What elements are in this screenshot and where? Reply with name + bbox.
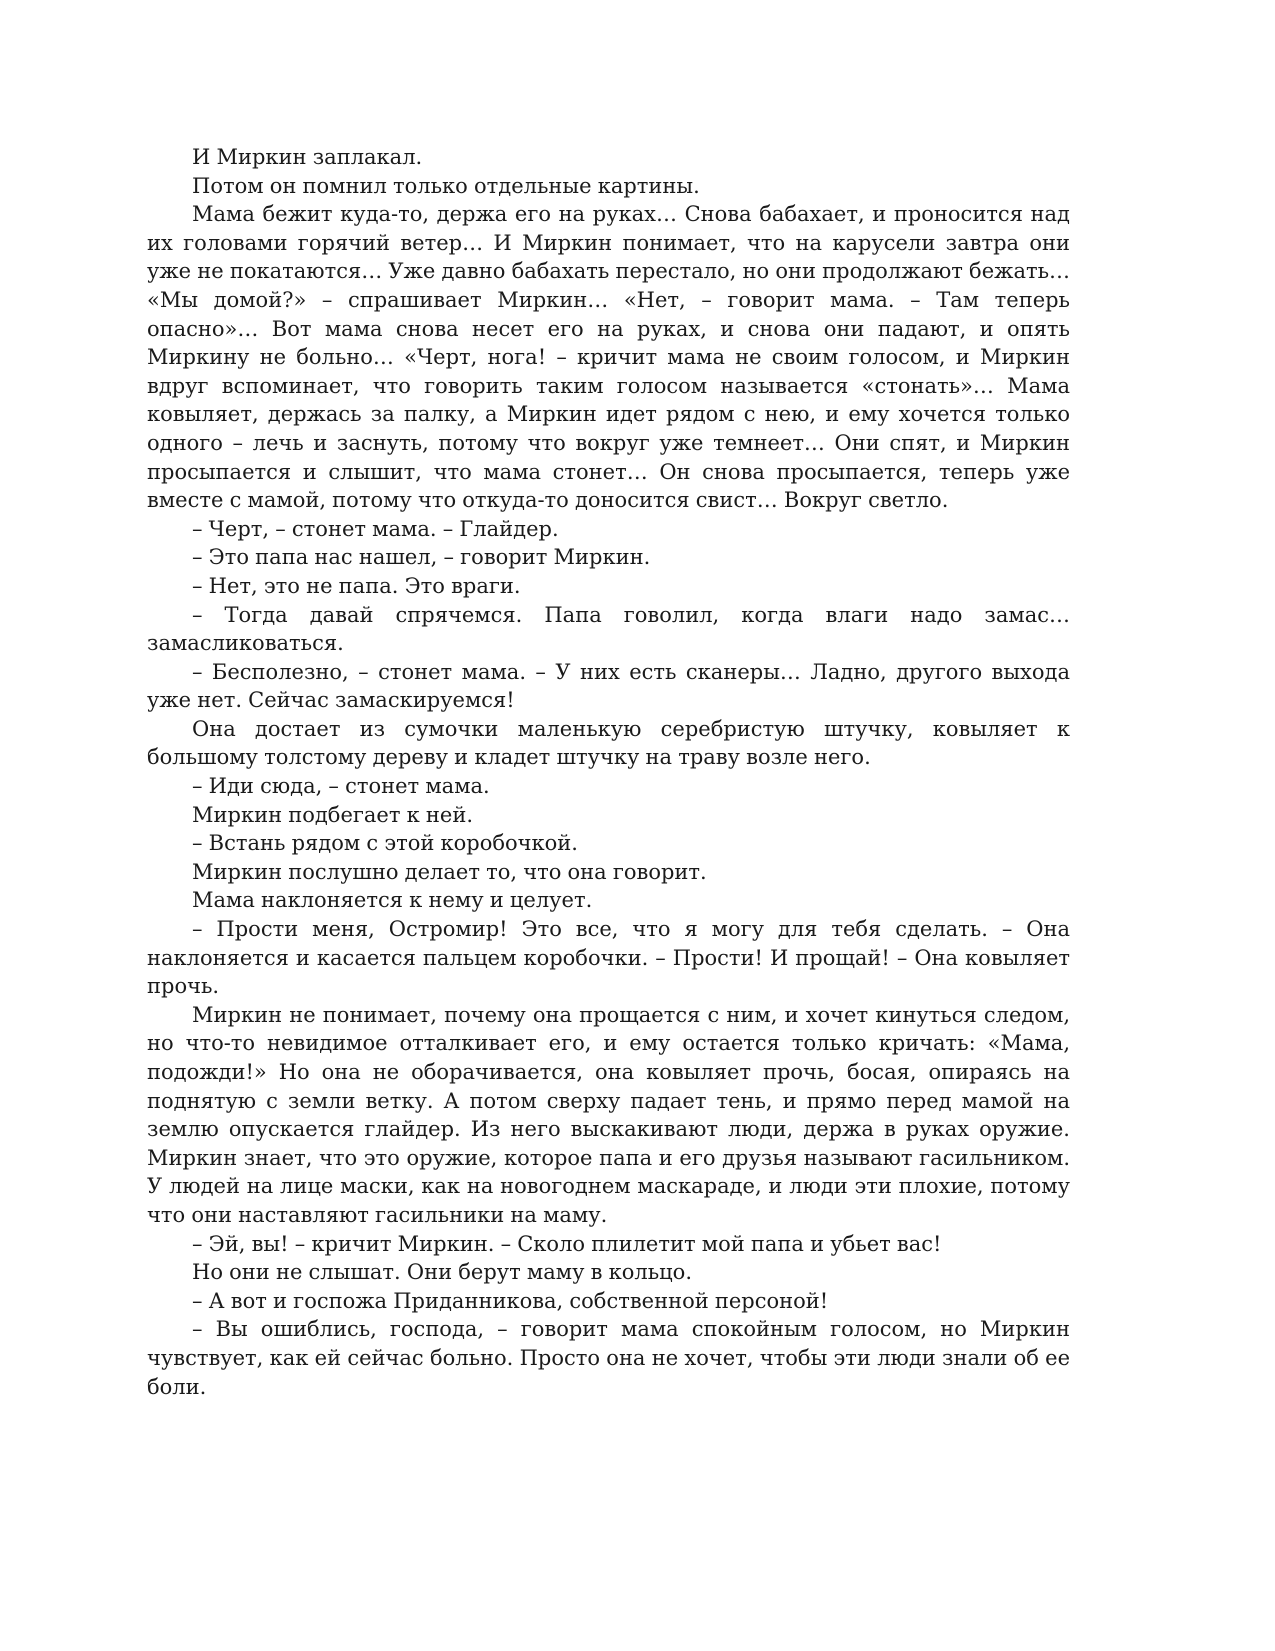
page-text bbox=[147, 143, 1070, 1401]
paragraph: Мама наклоняется к нему и целует. bbox=[192, 888, 593, 913]
paragraph: Миркин не понимает, почему она прощается с ним, и хочет кинуться следом, но что-то невидимое отталкивает его, и ему остается только кричать: «Мама, подожди!» Но она не оборачивается, она ковыляет прочь, босая, опираясь на поднятую с земли ветку. А потом сверху падает тень, и прямо перед мамой на землю опускается глайдер. Из него выскакивают люди, держа в руках оружие. Миркин знает, что это оружие, которое папа и его друзья называют гасильником. У людей на лице маски, как на новогоднем маскараде, и люди эти плохие, потому что они наставляют гасильники на маму. bbox=[147, 1002, 1070, 1227]
paragraph: – Это папа нас нашел, – говорит Миркин. bbox=[192, 545, 651, 570]
paragraph: И Миркин заплакал. bbox=[192, 145, 423, 169]
paragraph: Потом он помнил только отдельные картины. bbox=[192, 173, 700, 198]
paragraph: Она достает из сумочки маленькую серебристую штучку, ковыляет к большому толстому дереву и кладет штучку на траву возле него. bbox=[147, 716, 1070, 770]
paragraph: – Встань рядом с этой коробочкой. bbox=[192, 831, 578, 856]
paragraph: – Иди сюда, – стонет мама. bbox=[192, 774, 490, 799]
paragraph: Миркин подбегает к ней. bbox=[192, 802, 474, 827]
paragraph: – А вот и госпожа Приданникова, собственной персоной! bbox=[192, 1288, 829, 1313]
paragraph: – Эй, вы! – кричит Миркин. – Сколо плилетит мой папа и убьет вас! bbox=[192, 1231, 942, 1256]
paragraph: – Нет, это не папа. Это враги. bbox=[192, 573, 521, 598]
paragraph: Миркин послушно делает то, что она говорит. bbox=[192, 859, 707, 884]
paragraph: Но они не слышат. Они берут маму в кольцо. bbox=[192, 1260, 692, 1285]
paragraph: – Прости меня, Остромир! Это все, что я могу для тебя сделать. – Она наклоняется и касается пальцем коробочки. – Прости! И прощай! – Она ковыляет прочь. bbox=[147, 917, 1070, 999]
paragraph: – Вы ошиблись, господа, – говорит мама спокойным голосом, но Миркин чувствует, как ей сейчас больно. Просто она не хочет, чтобы эти люди знали об ее боли. bbox=[147, 1317, 1070, 1399]
paragraph: – Черт, – стонет мама. – Глайдер. bbox=[192, 516, 559, 541]
paragraph: Мама бежит куда-то, держа его на руках… Снова бабахает, и проносится над их головами горячий ветер… И Миркин понимает, что на карусели завтра они уже не покатаются… Уже давно бабахать перестало, но они продолжают бежать… «Мы домой?» – спрашивает Миркин… «Нет, – говорит мама. – Там теперь опасно»… Вот мама снова несет его на руках, и снова они падают, и опять Миркину не больно… «Черт, нога! – кричит мама не своим голосом, и Миркин вдруг вспоминает, что говорить таким голосом называется «стонать»… Мама ковыляет, держась за палку, а Миркин идет рядом с нею, и ему хочется только одного – лечь и заснуть, потому что вокруг уже темнеет… Они спят, и Миркин просыпается и слышит, что мама стонет… Он снова просыпается, теперь уже вместе с мамой, потому что откуда-то доносится свист… Вокруг светло. bbox=[147, 202, 1071, 513]
paragraph: – Бесполезно, – стонет мама. – У них есть сканеры… Ладно, другого выхода уже нет. Сейчас замаскируемся! bbox=[147, 659, 1070, 713]
paragraph: – Тогда давай спрячемся. Папа говолил, когда влаги надо замас… замасликоваться. bbox=[147, 602, 1070, 656]
